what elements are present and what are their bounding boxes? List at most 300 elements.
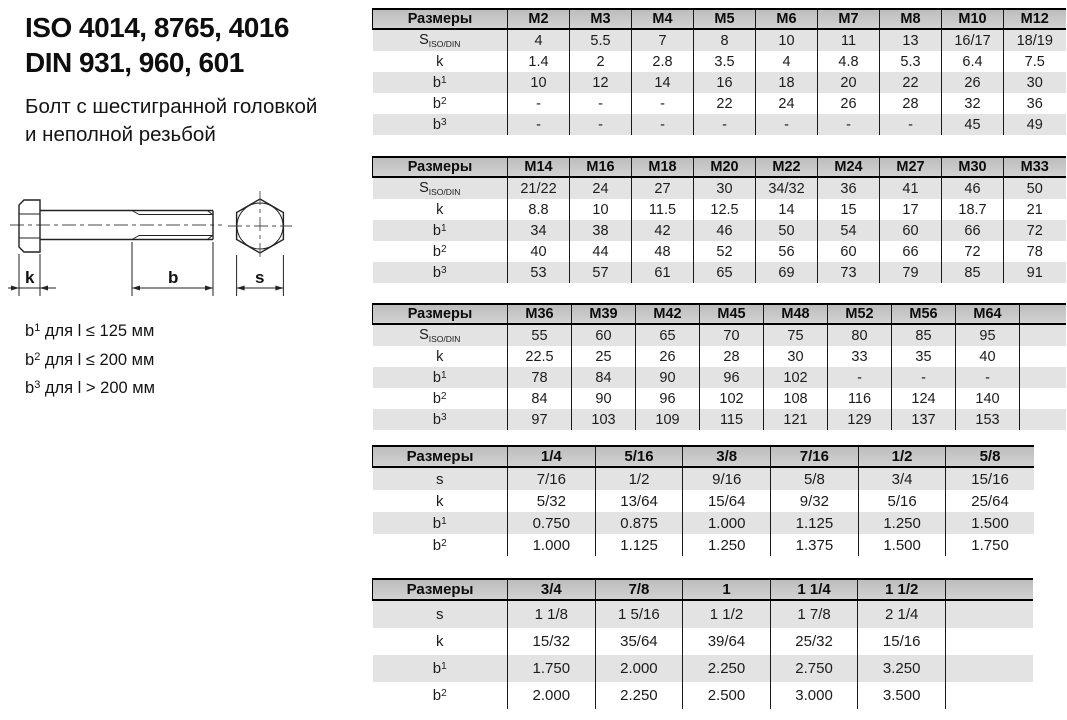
header-cell: M48 [764, 304, 828, 324]
b-dimension-label: b [168, 268, 179, 287]
value-cell [1020, 367, 1066, 388]
bolt-head [19, 200, 40, 252]
value-cell: 13 [880, 29, 942, 51]
value-cell: 39/64 [683, 628, 771, 655]
value-cell: 46 [694, 220, 756, 241]
value-cell: 30 [764, 346, 828, 367]
value-cell: 116 [828, 388, 892, 409]
value-cell: 65 [694, 262, 756, 283]
row-label: s [373, 467, 508, 490]
header-cell: M56 [892, 304, 956, 324]
row-label: $b^3$ [373, 114, 508, 135]
value-cell: 121 [764, 409, 828, 430]
value-cell: - [880, 114, 942, 135]
table-row [373, 682, 1034, 709]
value-cell: 5/8 [771, 467, 859, 490]
value-cell: 3/4 [858, 467, 946, 490]
value-cell: 9/32 [771, 490, 859, 512]
header-cell: M14 [508, 157, 570, 177]
value-cell [945, 682, 1033, 709]
value-cell: 75 [764, 324, 828, 346]
value-cell: 56 [756, 241, 818, 262]
value-cell: 5.3 [880, 51, 942, 72]
value-cell: 24 [570, 177, 632, 199]
value-cell: 40 [956, 346, 1020, 367]
value-cell: 10 [508, 72, 570, 93]
value-cell: 52 [694, 241, 756, 262]
row-label: $b^2$ [373, 534, 508, 556]
value-cell: - [828, 367, 892, 388]
header-cell: 1/4 [508, 446, 596, 467]
value-cell: 1.500 [858, 534, 946, 556]
table-row [373, 628, 1034, 655]
header-row [373, 9, 1066, 29]
value-cell: 1.375 [771, 534, 859, 556]
value-cell: 0.875 [595, 512, 683, 534]
value-cell: 11 [818, 29, 880, 51]
value-cell: 22 [694, 93, 756, 114]
value-cell: 1.500 [946, 512, 1034, 534]
header-cell: 3/8 [683, 446, 771, 467]
value-cell: 3.5 [694, 51, 756, 72]
page-subtitle [25, 93, 317, 149]
row-label: $b^2$ [373, 388, 508, 409]
table-row [373, 512, 1034, 534]
subtitle-line-2: и неполной резьбой [25, 123, 216, 146]
note-b2: $b^2$ для l ≤ 200 мм [25, 350, 155, 369]
header-cell: M5 [694, 9, 756, 29]
value-cell: 10 [756, 29, 818, 51]
header-cell: M3 [570, 9, 632, 29]
header-cell: 5/16 [595, 446, 683, 467]
value-cell: 66 [942, 220, 1004, 241]
value-cell: 2.000 [595, 655, 683, 682]
row-label: $b^1$ [373, 655, 508, 682]
header-cell: M36 [508, 304, 572, 324]
value-cell: 30 [694, 177, 756, 199]
value-cell: 1/2 [595, 467, 683, 490]
header-cell: Размеры [373, 304, 508, 324]
header-cell: 5/8 [946, 446, 1034, 467]
row-label: $b^3$ [373, 262, 508, 283]
value-cell: 27 [632, 177, 694, 199]
value-cell: 5.5 [570, 29, 632, 51]
value-cell: 2.500 [683, 682, 771, 709]
value-cell: 2.250 [595, 682, 683, 709]
bolt-head-end-view [228, 191, 292, 261]
header-cell: M2 [508, 9, 570, 29]
table-row [373, 262, 1066, 283]
value-cell: 96 [700, 367, 764, 388]
row-label: $S_{ISO/DIN}$ [373, 324, 508, 346]
table-row [373, 409, 1066, 430]
value-cell: 60 [880, 220, 942, 241]
value-cell: 26 [942, 72, 1004, 93]
table-row [373, 324, 1066, 346]
value-cell: 72 [1004, 220, 1066, 241]
value-cell: 84 [508, 388, 572, 409]
value-cell: 96 [636, 388, 700, 409]
value-cell: 102 [700, 388, 764, 409]
value-cell [1020, 324, 1066, 346]
table-row [373, 534, 1034, 556]
table-row [373, 93, 1066, 114]
header-cell: M45 [700, 304, 764, 324]
header-cell: M22 [756, 157, 818, 177]
value-cell: 57 [570, 262, 632, 283]
value-cell: 66 [880, 241, 942, 262]
value-cell: 1.125 [595, 534, 683, 556]
value-cell: 10 [570, 199, 632, 220]
header-row [373, 157, 1066, 177]
header-cell: M18 [632, 157, 694, 177]
value-cell: 28 [700, 346, 764, 367]
value-cell: 102 [764, 367, 828, 388]
value-cell: 65 [636, 324, 700, 346]
value-cell: 22 [880, 72, 942, 93]
header-cell: M6 [756, 9, 818, 29]
value-cell: 8 [694, 29, 756, 51]
value-cell: - [632, 114, 694, 135]
value-cell: 48 [632, 241, 694, 262]
table-row [373, 29, 1066, 51]
value-cell: 35/64 [595, 628, 683, 655]
title-line-2: DIN 931, 960, 601 [25, 47, 244, 78]
bolt-drawing [8, 188, 304, 318]
metric-table-m14-m33 [372, 156, 1066, 283]
value-cell: 7 [632, 29, 694, 51]
value-cell: 78 [508, 367, 572, 388]
value-cell: 25 [572, 346, 636, 367]
value-cell: 109 [636, 409, 700, 430]
value-cell: 3.250 [858, 655, 946, 682]
value-cell: 12.5 [694, 199, 756, 220]
header-cell: M8 [880, 9, 942, 29]
table-row [373, 72, 1066, 93]
row-label: k [373, 51, 508, 72]
k-dimension [8, 254, 56, 296]
row-label: k [373, 628, 508, 655]
table-row [373, 346, 1066, 367]
value-cell: 21 [1004, 199, 1066, 220]
value-cell: 55 [508, 324, 572, 346]
table-row [373, 388, 1066, 409]
value-cell: - [570, 114, 632, 135]
value-cell: 5/16 [858, 490, 946, 512]
value-cell: 2.250 [683, 655, 771, 682]
row-label: k [373, 490, 508, 512]
value-cell: 78 [1004, 241, 1066, 262]
value-cell: - [892, 367, 956, 388]
value-cell: 4.8 [818, 51, 880, 72]
value-cell: 1 7/8 [770, 600, 858, 628]
value-cell: 15 [818, 199, 880, 220]
header-cell: 3/4 [508, 579, 596, 600]
row-label: k [373, 346, 508, 367]
value-cell: 1 1/8 [508, 600, 596, 628]
value-cell: 35 [892, 346, 956, 367]
table-row [373, 367, 1066, 388]
header-cell: 1 [683, 579, 771, 600]
header-cell: M64 [956, 304, 1020, 324]
note-b3: $b^3$ для l > 200 мм [25, 379, 155, 397]
subtitle-line-1: Болт с шестигранной головкой [25, 95, 318, 118]
table-row [373, 51, 1066, 72]
value-cell: 60 [572, 324, 636, 346]
value-cell: 30 [1004, 72, 1066, 93]
header-cell [1020, 304, 1066, 324]
header-cell: M39 [572, 304, 636, 324]
row-label: k [373, 199, 508, 220]
header-cell: M30 [942, 157, 1004, 177]
value-cell: 15/16 [946, 467, 1034, 490]
value-cell: - [508, 93, 570, 114]
row-label: $b^1$ [373, 72, 508, 93]
value-cell: 103 [572, 409, 636, 430]
value-cell: 28 [880, 93, 942, 114]
value-cell: 97 [508, 409, 572, 430]
s-dimension [237, 255, 284, 296]
value-cell: 72 [942, 241, 1004, 262]
value-cell: 40 [508, 241, 570, 262]
value-cell: 1.250 [858, 512, 946, 534]
row-label: $b^1$ [373, 220, 508, 241]
value-cell: 46 [942, 177, 1004, 199]
value-cell [1020, 409, 1066, 430]
value-cell: 61 [632, 262, 694, 283]
row-label: $b^1$ [373, 512, 508, 534]
row-label: $S_{ISO/DIN}$ [373, 29, 508, 51]
header-cell: Размеры [373, 9, 508, 29]
header-cell: 1 1/4 [770, 579, 858, 600]
row-label: $b^2$ [373, 241, 508, 262]
value-cell: 18/19 [1004, 29, 1066, 51]
value-cell: 15/32 [508, 628, 596, 655]
header-cell: M4 [632, 9, 694, 29]
table-row [373, 655, 1034, 682]
value-cell: 129 [828, 409, 892, 430]
value-cell: 33 [828, 346, 892, 367]
header-cell: Размеры [373, 446, 508, 467]
value-cell: 14 [756, 199, 818, 220]
value-cell: 24 [756, 93, 818, 114]
value-cell: 1.750 [946, 534, 1034, 556]
value-cell: 36 [1004, 93, 1066, 114]
value-cell: 49 [1004, 114, 1066, 135]
header-cell: 1/2 [858, 446, 946, 467]
value-cell: 70 [700, 324, 764, 346]
value-cell: 1.000 [508, 534, 596, 556]
table-row [373, 600, 1034, 628]
value-cell: 1.000 [683, 512, 771, 534]
header-cell: 7/8 [595, 579, 683, 600]
value-cell: 53 [508, 262, 570, 283]
table-row [373, 114, 1066, 135]
value-cell: 25/32 [770, 628, 858, 655]
inch-table-quarter-to-5-8 [372, 445, 1034, 556]
table-row [373, 220, 1066, 241]
value-cell: - [508, 114, 570, 135]
value-cell: 137 [892, 409, 956, 430]
value-cell: 108 [764, 388, 828, 409]
value-cell: 7/16 [508, 467, 596, 490]
header-cell: M7 [818, 9, 880, 29]
value-cell: - [632, 93, 694, 114]
value-cell: 15/64 [683, 490, 771, 512]
header-cell: M42 [636, 304, 700, 324]
value-cell: 0.750 [508, 512, 596, 534]
value-cell: 18 [756, 72, 818, 93]
value-cell: 1 1/2 [683, 600, 771, 628]
table-row [373, 177, 1066, 199]
header-cell: Размеры [373, 579, 508, 600]
value-cell: 12 [570, 72, 632, 93]
header-cell [945, 579, 1033, 600]
b-dimension [132, 242, 213, 296]
row-label: $b^3$ [373, 409, 508, 430]
metric-table-m2-m12 [372, 8, 1066, 135]
value-cell: 84 [572, 367, 636, 388]
value-cell: 17 [880, 199, 942, 220]
value-cell: 4 [508, 29, 570, 51]
header-row [373, 579, 1034, 600]
value-cell: 115 [700, 409, 764, 430]
value-cell: 2.750 [770, 655, 858, 682]
value-cell: 6.4 [942, 51, 1004, 72]
k-dimension-label: k [25, 268, 35, 287]
value-cell: 79 [880, 262, 942, 283]
header-cell: M24 [818, 157, 880, 177]
value-cell: 50 [756, 220, 818, 241]
thread-length-notes [25, 316, 155, 402]
value-cell: 13/64 [595, 490, 683, 512]
value-cell: 153 [956, 409, 1020, 430]
table-row [373, 199, 1066, 220]
value-cell: - [956, 367, 1020, 388]
value-cell: 8.8 [508, 199, 570, 220]
value-cell: 15/16 [858, 628, 946, 655]
value-cell: 90 [636, 367, 700, 388]
value-cell [945, 600, 1033, 628]
header-cell: 1 1/2 [858, 579, 946, 600]
value-cell: 1.750 [508, 655, 596, 682]
table-row [373, 241, 1066, 262]
value-cell: 41 [880, 177, 942, 199]
value-cell [945, 628, 1033, 655]
value-cell: 50 [1004, 177, 1066, 199]
header-row [373, 304, 1066, 324]
value-cell: 54 [818, 220, 880, 241]
value-cell: - [756, 114, 818, 135]
header-cell: M10 [942, 9, 1004, 29]
inch-table-3-4-to-1-5 [372, 578, 1033, 709]
value-cell: 85 [892, 324, 956, 346]
value-cell: 20 [818, 72, 880, 93]
value-cell: 3.000 [770, 682, 858, 709]
value-cell: 2.8 [632, 51, 694, 72]
value-cell: 1.125 [771, 512, 859, 534]
value-cell: 32 [942, 93, 1004, 114]
header-cell: 7/16 [771, 446, 859, 467]
header-row [373, 446, 1034, 467]
header-cell: M20 [694, 157, 756, 177]
value-cell: 22.5 [508, 346, 572, 367]
value-cell: 16/17 [942, 29, 1004, 51]
value-cell: 91 [1004, 262, 1066, 283]
table-row [373, 490, 1034, 512]
metric-table-m36-m64 [372, 303, 1066, 430]
value-cell: 34 [508, 220, 570, 241]
value-cell: 60 [818, 241, 880, 262]
value-cell: 38 [570, 220, 632, 241]
value-cell [1020, 388, 1066, 409]
value-cell: 1.250 [683, 534, 771, 556]
row-label: $b^1$ [373, 367, 508, 388]
value-cell: 2 1/4 [858, 600, 946, 628]
value-cell: 9/16 [683, 467, 771, 490]
value-cell: 45 [942, 114, 1004, 135]
table-row [373, 467, 1034, 490]
title-line-1: ISO 4014, 8765, 4016 [25, 12, 289, 43]
row-label: $b^2$ [373, 93, 508, 114]
value-cell: 21/22 [508, 177, 570, 199]
value-cell: 4 [756, 51, 818, 72]
header-cell: M33 [1004, 157, 1066, 177]
value-cell [945, 655, 1033, 682]
value-cell: 95 [956, 324, 1020, 346]
value-cell: 2.000 [508, 682, 596, 709]
note-b1: $b^1$ для l ≤ 125 мм [25, 322, 155, 340]
value-cell: 16 [694, 72, 756, 93]
row-label: $b^2$ [373, 682, 508, 709]
value-cell: 1.4 [508, 51, 570, 72]
value-cell: 26 [818, 93, 880, 114]
value-cell: 140 [956, 388, 1020, 409]
s-dimension-label: s [255, 268, 265, 287]
value-cell: - [694, 114, 756, 135]
value-cell: 85 [942, 262, 1004, 283]
value-cell [1020, 346, 1066, 367]
value-cell: 69 [756, 262, 818, 283]
row-label: $S_{ISO/DIN}$ [373, 177, 508, 199]
value-cell: 34/32 [756, 177, 818, 199]
value-cell: 18.7 [942, 199, 1004, 220]
header-cell: Размеры [373, 157, 508, 177]
header-cell: M12 [1004, 9, 1066, 29]
value-cell: 14 [632, 72, 694, 93]
header-cell: M16 [570, 157, 632, 177]
value-cell: 90 [572, 388, 636, 409]
value-cell: 80 [828, 324, 892, 346]
value-cell: 5/32 [508, 490, 596, 512]
value-cell: - [570, 93, 632, 114]
value-cell: 26 [636, 346, 700, 367]
header-cell: M52 [828, 304, 892, 324]
value-cell: 25/64 [946, 490, 1034, 512]
value-cell: 1 5/16 [595, 600, 683, 628]
value-cell: 73 [818, 262, 880, 283]
value-cell: 42 [632, 220, 694, 241]
value-cell: 7.5 [1004, 51, 1066, 72]
header-cell: M27 [880, 157, 942, 177]
value-cell: 3.500 [858, 682, 946, 709]
value-cell: - [818, 114, 880, 135]
row-label: s [373, 600, 508, 628]
value-cell: 2 [570, 51, 632, 72]
value-cell: 44 [570, 241, 632, 262]
value-cell: 124 [892, 388, 956, 409]
page-title [25, 10, 289, 80]
